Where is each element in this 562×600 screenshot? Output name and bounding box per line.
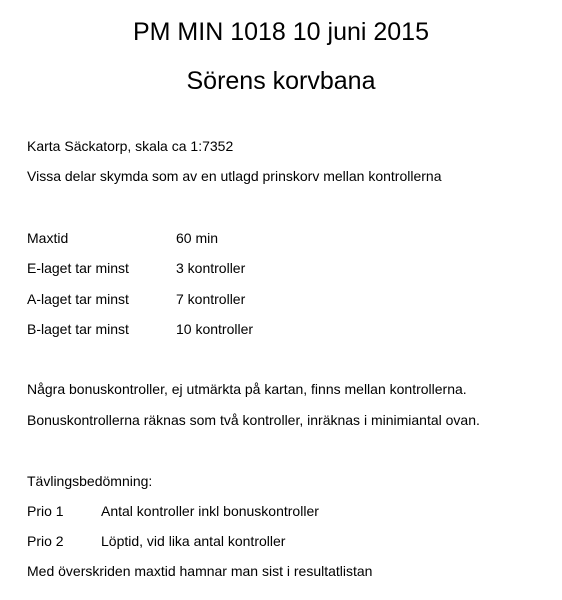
document-subtitle: Sörens korvbana <box>186 67 376 95</box>
rule-value: 3 kontroller <box>176 260 246 276</box>
rule-value: 10 kontroller <box>176 321 254 337</box>
rule-value: 7 kontroller <box>176 291 246 307</box>
map-info: Karta Säckatorp, skala ca 1:7352 <box>27 138 234 154</box>
prio-label: Prio 2 <box>27 533 64 549</box>
rule-label: Maxtid <box>27 230 69 246</box>
judging-heading: Tävlingsbedömning: <box>27 473 153 489</box>
prio-text: Antal kontroller inkl bonuskontroller <box>101 503 319 519</box>
rule-label: E-laget tar minst <box>27 260 129 276</box>
rule-label: A-laget tar minst <box>27 291 129 307</box>
prio-label: Prio 1 <box>27 503 64 519</box>
prio-text: Löptid, vid lika antal kontroller <box>101 533 286 549</box>
map-note: Vissa delar skymda som av en utlagd prinskorv mellan kontrollerna <box>27 168 442 184</box>
document-title: PM MIN 1018 10 juni 2015 <box>132 18 429 46</box>
rule-value: 60 min <box>176 230 219 246</box>
rule-label: B-laget tar minst <box>27 321 129 337</box>
bonus-line-1: Några bonuskontroller, ej utmärkta på kartan, finns mellan kontrollerna. <box>27 381 467 397</box>
judging-footer: Med överskriden maxtid hamnar man sist i resultatlistan <box>27 563 373 579</box>
bonus-line-2: Bonuskontrollerna räknas som två kontroller, inräknas i minimiantal ovan. <box>27 412 480 428</box>
